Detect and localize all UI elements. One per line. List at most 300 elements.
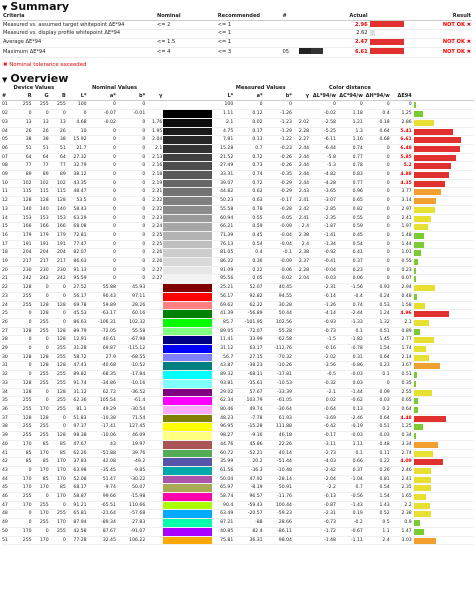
- overview-cell: 0: [364, 249, 391, 258]
- summary-header-row: [2, 13, 472, 21]
- overview-cell: -101.95: [234, 318, 263, 327]
- overview-row: [2, 240, 474, 249]
- overview-cell: 0: [88, 188, 117, 197]
- overview-cell: 0.1: [337, 327, 364, 336]
- color-swatch: [163, 231, 212, 240]
- overview-cell: 255: [50, 397, 67, 406]
- overview-cell: -30.54: [117, 406, 146, 415]
- overview-cell: -0.93: [310, 318, 337, 327]
- overview-cell: 45: [2, 484, 15, 493]
- overview-cell: [146, 484, 163, 493]
- overview-cell: 49.74: [234, 406, 263, 415]
- overview-cell: 44.82: [212, 188, 234, 197]
- overview-cell: -0.73: [310, 519, 337, 528]
- overview-row: [2, 310, 474, 319]
- delta-e-bar: [413, 249, 474, 258]
- overview-cell: [293, 371, 310, 380]
- overview-cell: 26: [2, 318, 15, 327]
- overview-cell: 0: [88, 171, 117, 180]
- overview-row: [2, 197, 474, 206]
- overview-cell: 0.64: [364, 353, 391, 362]
- overview-cell: 6.61: [391, 136, 413, 145]
- overview-cell: -7.78: [234, 414, 263, 423]
- overview-cell: -63.17: [88, 310, 117, 319]
- overview-cell: 49: [2, 519, 15, 528]
- overview-cell: -68.55: [117, 353, 146, 362]
- color-swatch: [163, 397, 212, 406]
- overview-cell: 0: [88, 136, 117, 145]
- delta-e-bar: [413, 458, 474, 467]
- overview-row: [2, 353, 474, 362]
- overview-row: [2, 284, 474, 293]
- delta-e-bar: [413, 188, 474, 197]
- overview-cell: 85: [50, 440, 67, 449]
- overview-cell: 128: [33, 310, 50, 319]
- overview-cell: 0: [50, 292, 67, 301]
- overview-cell: 2.74: [391, 449, 413, 458]
- overview-cell: 33: [2, 379, 15, 388]
- overview-cell: 51.83: [67, 414, 88, 423]
- overview-cell: -2.85: [310, 205, 337, 214]
- overview-cell: 1.16: [337, 136, 364, 145]
- overview-cell: 63.98: [67, 466, 88, 475]
- overview-cell: 36.31: [234, 536, 263, 545]
- overview-cell: 0.77: [337, 179, 364, 188]
- overview-cell: 0.7: [234, 144, 263, 153]
- overview-row: [2, 249, 474, 258]
- overview-cell: 0.22: [364, 458, 391, 467]
- overview-cell: -10.48: [264, 466, 293, 475]
- color-swatch: [163, 493, 212, 502]
- overview-cell: -10.06: [88, 432, 117, 441]
- overview-cell: 115: [15, 188, 32, 197]
- overview-cell: 255: [50, 353, 67, 362]
- overview-cell: 255: [15, 301, 32, 310]
- overview-cell: [293, 432, 310, 441]
- overview-cell: [293, 466, 310, 475]
- overview-cell: [293, 440, 310, 449]
- collapse-triangle-icon[interactable]: ▼: [2, 75, 8, 84]
- overview-cell: [293, 101, 310, 110]
- overview-cell: 50.91: [264, 484, 293, 493]
- overview-cell: 69.62: [212, 301, 234, 310]
- overview-cell: 102: [15, 179, 32, 188]
- overview-row: [2, 449, 474, 458]
- overview-cell: -51.44: [264, 458, 293, 467]
- overview-cell: 0: [88, 205, 117, 214]
- overview-cell: -52.21: [234, 449, 263, 458]
- patch-swatch: [298, 38, 341, 47]
- overview-cell: 77.28: [67, 536, 88, 545]
- overview-cell: 2.22: [146, 197, 163, 206]
- overview-cell: 102.32: [117, 318, 146, 327]
- overview-cell: 0.74: [337, 144, 364, 153]
- overview-cell: -1.04: [337, 475, 364, 484]
- delta-e-bar: [413, 449, 474, 458]
- overview-cell: 41.39: [212, 310, 234, 319]
- overview-cell: 242: [15, 275, 32, 284]
- overview-cell: 255: [15, 536, 32, 545]
- overview-cell: 33.31: [212, 171, 234, 180]
- overview-cell: 0: [33, 493, 50, 502]
- overview-cell: 128: [50, 432, 67, 441]
- overview-cell: -1.56: [337, 284, 364, 293]
- overview-cell: 1.32: [364, 318, 391, 327]
- overview-cell: 0: [117, 127, 146, 136]
- overview-cell: 0.9: [391, 519, 413, 528]
- overview-cell: 71.39: [212, 231, 234, 240]
- overview-cell: 0.17: [234, 127, 263, 136]
- overview-row: [2, 475, 474, 484]
- overview-cell: 27.32: [67, 153, 88, 162]
- overview-cell: 2.19: [146, 179, 163, 188]
- overview-cell: 2.27: [293, 136, 310, 145]
- overview-cell: -0.62: [337, 397, 364, 406]
- actual-bar: [369, 38, 410, 47]
- overview-cell: 2.25: [146, 240, 163, 249]
- overview-heading[interactable]: ▼ Overview: [2, 71, 69, 85]
- recommended-header: Recommended: [217, 13, 282, 21]
- color-swatch: [163, 205, 212, 214]
- overview-cell: 43: [2, 466, 15, 475]
- overview-cell: 0.41: [337, 249, 364, 258]
- overview-cell: 115: [50, 188, 67, 197]
- overview-cell: 0.64: [391, 406, 413, 415]
- delta-e-bar: [413, 101, 474, 110]
- overview-cell: 50.44: [264, 310, 293, 319]
- overview-row: [2, 423, 474, 432]
- overview-cell: [146, 327, 163, 336]
- overview-cell: 35.99: [212, 458, 234, 467]
- patch-swatch: [298, 30, 341, 39]
- delta-e-bar: [413, 258, 474, 267]
- overview-cell: 37.83: [67, 458, 88, 467]
- overview-cell: 27.52: [67, 284, 88, 293]
- overview-cell: 0.78: [234, 205, 263, 214]
- overview-cell: 42: [2, 458, 15, 467]
- overview-cell: 0: [364, 197, 391, 206]
- overview-cell: 0.11: [364, 449, 391, 458]
- collapse-triangle-icon[interactable]: ▼: [2, 4, 8, 12]
- overview-cell: 0: [364, 240, 391, 249]
- overview-cell: -4.82: [310, 171, 337, 180]
- overview-cell: [146, 510, 163, 519]
- overview-cell: -17.41: [88, 423, 117, 432]
- overview-row: [2, 258, 474, 267]
- overview-cell: 0: [15, 371, 32, 380]
- overview-cell: 0: [88, 275, 117, 284]
- overview-cell: -0.17: [310, 432, 337, 441]
- overview-cell: 20.2: [234, 458, 263, 467]
- overview-cell: 170: [50, 493, 67, 502]
- overview-cell: 0.66: [337, 458, 364, 467]
- overview-cell: 85: [50, 484, 67, 493]
- overview-cell: [146, 318, 163, 327]
- overview-row: [2, 536, 474, 545]
- overview-cell: 11: [2, 188, 15, 197]
- overview-cell: 170: [33, 449, 50, 458]
- overview-cell: 43.35: [67, 179, 88, 188]
- color-swatch: [163, 414, 212, 423]
- overview-cell: -15.28: [234, 423, 263, 432]
- overview-cell: 95.56: [212, 275, 234, 284]
- overview-cell: 63.17: [234, 345, 263, 354]
- overview-cell: 0.24: [364, 292, 391, 301]
- overview-cell: 2.1: [391, 318, 413, 327]
- overview-cell: -57.68: [117, 510, 146, 519]
- overview-cell: -0.35: [264, 171, 293, 180]
- overview-cell: 80.46: [212, 406, 234, 415]
- overview-cell: 2.4: [293, 223, 310, 232]
- overview-row: [2, 231, 474, 240]
- overview-cell: -0.23: [264, 144, 293, 153]
- overview-cell: 128: [33, 414, 50, 423]
- overview-cell: 255: [50, 510, 67, 519]
- overview-row: [2, 345, 474, 354]
- overview-cell: 28.26: [117, 301, 146, 310]
- overview-cell: 05: [2, 136, 15, 145]
- overview-cell: 2.42: [293, 205, 310, 214]
- overview-row: [2, 458, 474, 467]
- overview-cell: [293, 388, 310, 397]
- overview-cell: 26: [15, 127, 32, 136]
- overview-cell: 0.64: [364, 414, 391, 423]
- overview-cell: 68.08: [67, 223, 88, 232]
- delta-e-bar: [413, 519, 474, 528]
- overview-cell: 2.14: [391, 353, 413, 362]
- overview-cell: -0.04: [264, 240, 293, 249]
- tolerance-note: ✖ Nominal tolerance exceeded: [3, 61, 87, 68]
- overview-cell: 15.28: [212, 144, 234, 153]
- overview-cell: 0: [50, 536, 67, 545]
- overview-row: [2, 188, 474, 197]
- overview-cell: 170: [33, 510, 50, 519]
- overview-cell: -0.87: [310, 501, 337, 510]
- overview-cell: 42.58: [67, 527, 88, 536]
- overview-row: [2, 144, 474, 153]
- overview-cell: 3.34: [391, 440, 413, 449]
- overview-cell: -0.19: [337, 423, 364, 432]
- overview-cell: -40.68: [88, 362, 117, 371]
- overview-cell: 89: [15, 171, 32, 180]
- overview-cell: [146, 501, 163, 510]
- criteria-cell: Average ΔE*94: [2, 38, 156, 47]
- overview-cell: 0.68: [364, 136, 391, 145]
- overview-cell: 21.52: [212, 153, 234, 162]
- overview-cell: 0: [117, 231, 146, 240]
- overview-cell: 50.07: [117, 484, 146, 493]
- overview-cell: [146, 362, 163, 371]
- overview-row: [2, 266, 474, 275]
- overview-cell: 128: [33, 301, 50, 310]
- overview-cell: 0: [117, 266, 146, 275]
- overview-cell: -49.2: [117, 458, 146, 467]
- column-header: L*: [67, 93, 88, 101]
- overview-cell: -36.3: [234, 466, 263, 475]
- overview-cell: 2.02: [293, 118, 310, 127]
- column-header: γ: [146, 93, 163, 101]
- overview-cell: -0.64: [310, 406, 337, 415]
- overview-cell: -5.3: [310, 162, 337, 171]
- delta-e-bar: [413, 214, 474, 223]
- overview-cell: -91.07: [117, 527, 146, 536]
- overview-cell: 255: [33, 501, 50, 510]
- summary-heading[interactable]: ▼ Summary: [2, 0, 70, 13]
- delta-e-bar: [413, 501, 474, 510]
- overview-cell: 0.53: [364, 301, 391, 310]
- overview-cell: -0.03: [337, 432, 364, 441]
- overview-row: [2, 432, 474, 441]
- overview-cell: 2.46: [391, 466, 413, 475]
- overview-section: [0, 72, 476, 545]
- overview-cell: 0: [50, 501, 67, 510]
- overview-row: [2, 519, 474, 528]
- overview-cell: 217: [50, 258, 67, 267]
- overview-cell: -3.56: [310, 362, 337, 371]
- overview-cell: -3.11: [310, 440, 337, 449]
- overview-cell: 0: [88, 240, 117, 249]
- overview-cell: 128: [15, 379, 32, 388]
- overview-cell: -0.73: [310, 327, 337, 336]
- overview-cell: 1.24: [364, 310, 391, 319]
- overview-cell: 128: [15, 284, 32, 293]
- overview-cell: -72.07: [234, 327, 263, 336]
- overview-cell: -106.31: [88, 318, 117, 327]
- overview-cell: -0.2: [337, 519, 364, 528]
- overview-cell: 64: [50, 153, 67, 162]
- column-header: b*: [264, 93, 293, 101]
- overview-cell: -61.4: [117, 397, 146, 406]
- delta-e-bar: [413, 353, 474, 362]
- color-swatch: [163, 336, 212, 345]
- overview-cell: 0: [88, 258, 117, 267]
- overview-cell: -2.31: [310, 510, 337, 519]
- overview-cell: 0.34: [391, 432, 413, 441]
- delta-e-bar: [413, 379, 474, 388]
- overview-cell: 0: [88, 197, 117, 206]
- overview-cell: 27: [2, 327, 15, 336]
- overview-cell: 255: [50, 379, 67, 388]
- overview-row: [2, 510, 474, 519]
- overview-cell: -36.52: [117, 388, 146, 397]
- delta-e-bar: [413, 162, 474, 171]
- overview-cell: 0: [15, 466, 32, 475]
- overview-cell: 105.54: [88, 397, 117, 406]
- overview-row: [2, 292, 474, 301]
- overview-cell: -17.81: [264, 371, 293, 380]
- summary-section: [0, 0, 476, 72]
- overview-cell: 24: [2, 301, 15, 310]
- overview-cell: -0.16: [310, 345, 337, 354]
- overview-cell: 0.23: [364, 362, 391, 371]
- criteria-header: Criteria: [2, 13, 156, 21]
- overview-cell: 102.56: [264, 318, 293, 327]
- overview-cell: -56.89: [234, 310, 263, 319]
- overview-cell: 58.74: [212, 493, 234, 502]
- delta-e-bar: [413, 388, 474, 397]
- overview-cell: 91.74: [67, 379, 88, 388]
- overview-cell: 0: [364, 171, 391, 180]
- overview-cell: 0: [15, 362, 32, 371]
- recommended-cell: <= 3: [217, 47, 282, 57]
- overview-cell: 0.74: [337, 301, 364, 310]
- overview-cell: 1.74: [391, 345, 413, 354]
- overview-cell: [293, 519, 310, 528]
- overview-cell: -1.82: [337, 336, 364, 345]
- overview-cell: 89: [50, 171, 67, 180]
- overview-cell: 0: [364, 101, 391, 110]
- overview-cell: 30.28: [264, 301, 293, 310]
- overview-cell: 2.97: [391, 205, 413, 214]
- overview-cell: -0.09: [264, 223, 293, 232]
- overview-cell: 2.04: [293, 275, 310, 284]
- overview-cell: 0: [15, 110, 32, 119]
- overview-cell: 0.2: [364, 406, 391, 415]
- overview-cell: 31.28: [67, 345, 88, 354]
- overview-cell: -59.43: [234, 501, 263, 510]
- overview-cell: 0.51: [391, 371, 413, 380]
- delta-e-bar: [413, 231, 474, 240]
- overview-cell: 31.12: [212, 345, 234, 354]
- overview-cell: [146, 353, 163, 362]
- overview-cell: 0: [337, 101, 364, 110]
- overview-cell: -112.76: [264, 345, 293, 354]
- overview-cell: 2.44: [293, 162, 310, 171]
- color-swatch: [163, 266, 212, 275]
- overview-cell: 11.41: [212, 336, 234, 345]
- overview-cell: 0.1: [337, 449, 364, 458]
- overview-cell: -35.61: [234, 379, 263, 388]
- overview-cell: 255: [50, 345, 67, 354]
- overview-cell: 61.56: [212, 466, 234, 475]
- overview-cell: 166: [33, 223, 50, 232]
- overview-cell: 98.38: [67, 432, 88, 441]
- overview-cell: 0.37: [337, 466, 364, 475]
- overview-cell: [293, 527, 310, 536]
- overview-cell: 4.09: [391, 458, 413, 467]
- overview-cell: 1.25: [391, 110, 413, 119]
- overview-cell: 204: [50, 249, 67, 258]
- result-cell: [409, 30, 472, 39]
- overview-cell: 39: [2, 432, 15, 441]
- color-swatch: [163, 353, 212, 362]
- overview-cell: 25.21: [212, 284, 234, 293]
- overview-cell: 0: [364, 205, 391, 214]
- overview-cell: -11.76: [264, 493, 293, 502]
- overview-cell: -0.17: [264, 197, 293, 206]
- delta-e-bar: [413, 318, 474, 327]
- column-header: ΔH*94/w: [364, 93, 391, 101]
- color-distance-header: Color distance: [328, 84, 371, 91]
- overview-cell: 68.17: [67, 484, 88, 493]
- overview-cell: 0.55: [391, 258, 413, 267]
- overview-cell: 2.26: [146, 249, 163, 258]
- overview-cell: -0.67: [337, 527, 364, 536]
- overview-cell: 46.18: [264, 432, 293, 441]
- swatch-header: [163, 93, 212, 101]
- overview-cell: [146, 101, 163, 110]
- overview-cell: -0.4: [337, 292, 364, 301]
- overview-row: [2, 223, 474, 232]
- overview-cell: 2.94: [391, 284, 413, 293]
- overview-cell: 15: [2, 223, 15, 232]
- delta-e-bar: [413, 197, 474, 206]
- overview-cell: 0: [364, 214, 391, 223]
- overview-cell: 69.87: [88, 345, 117, 354]
- overview-cell: 0.09: [364, 388, 391, 397]
- overview-cell: -0.06: [264, 266, 293, 275]
- overview-cell: 62.26: [67, 449, 88, 458]
